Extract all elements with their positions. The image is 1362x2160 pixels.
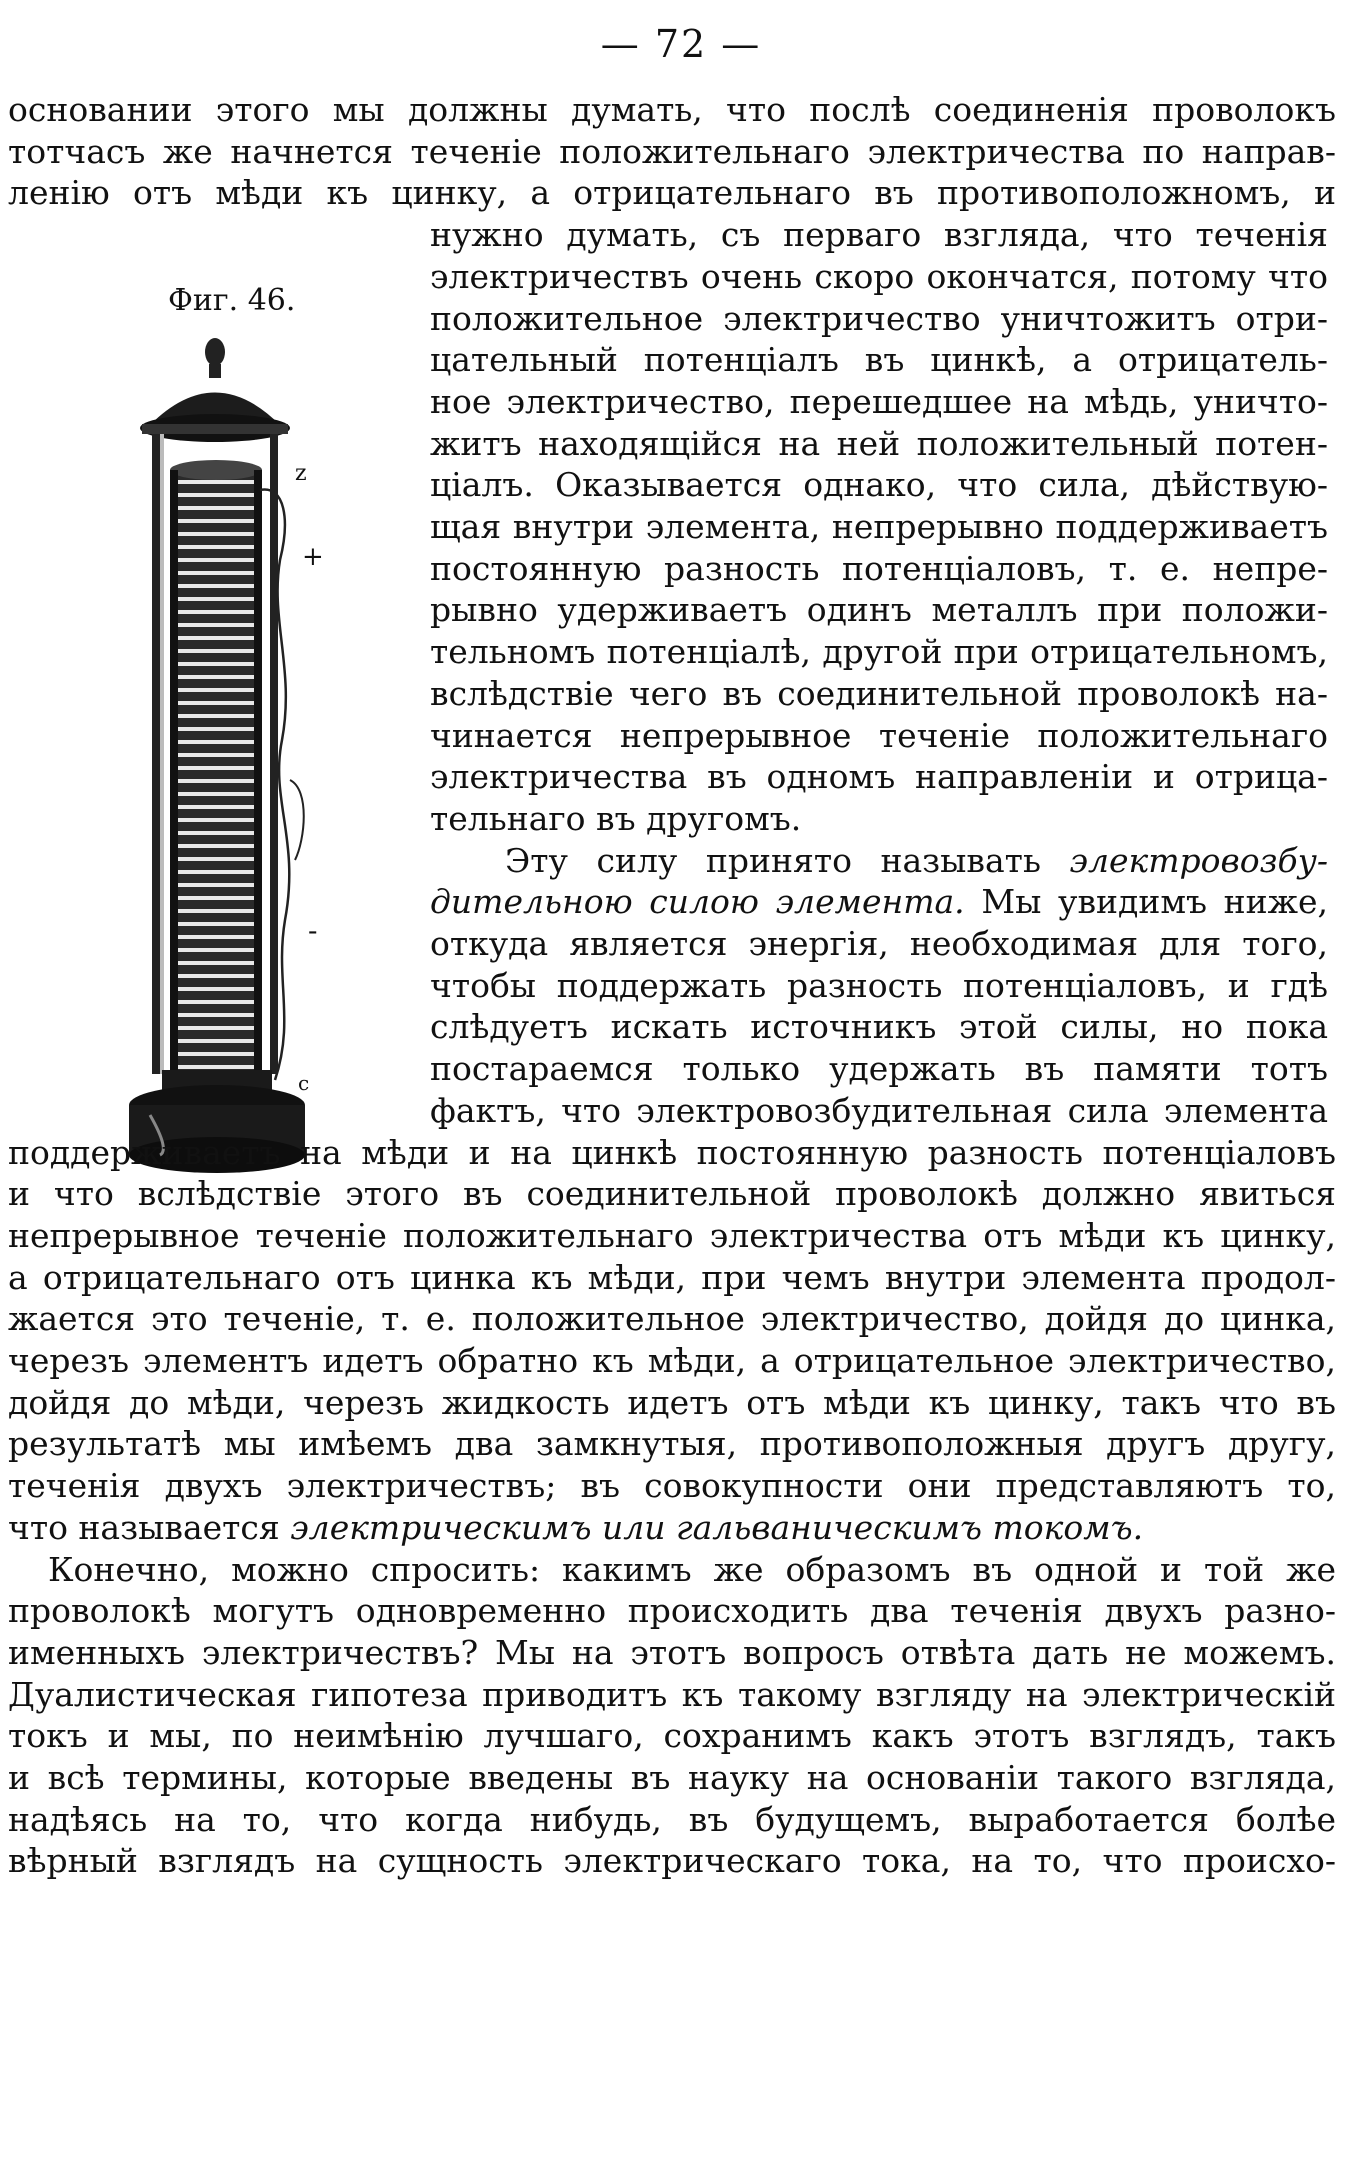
- text-segment: надѣясь на то, что когда нибудь, въ будущемъ, выработается болѣе: [8, 1799, 1336, 1839]
- text-line: [430, 340, 1328, 380]
- text-segment: электричествъ очень скоро окончатся, потому что: [430, 256, 1328, 296]
- text-line: [430, 465, 1328, 505]
- text-line: [8, 132, 1336, 172]
- text-segment: электричества въ одномъ направленіи и отрица-: [430, 757, 1328, 797]
- text-segment: основании этого мы должны думать, что послѣ соединенія проволокъ: [8, 90, 1336, 129]
- zinc-label: z: [295, 461, 307, 486]
- text-line: [8, 1800, 1336, 1840]
- text-segment: Дуалистическая гипотеза приводитъ къ такому взгляду на электрическій: [8, 1674, 1336, 1714]
- text-segment: токъ и мы, по неимѣнію лучшаго, сохранимъ какъ этотъ взглядъ, такъ: [8, 1716, 1336, 1756]
- text-line: [430, 424, 1328, 464]
- text-line: [430, 257, 1328, 297]
- text-line: [8, 1216, 1336, 1256]
- text-segment: щая внутри элемента, непрерывно поддерживаетъ: [430, 507, 1328, 546]
- text-line: [505, 841, 1328, 881]
- text-segment: Эту силу принято называть: [505, 840, 1070, 880]
- text-segment: а отрицательнаго отъ цинка къ мѣди, при чемъ внутри элемента продол-: [8, 1257, 1336, 1297]
- text-line: [430, 757, 1328, 797]
- text-segment: проволокѣ могутъ одновременно происходить два теченія двухъ разно-: [8, 1591, 1336, 1631]
- italic-term: электровозбу-: [1069, 840, 1328, 880]
- text-line: [8, 1466, 1336, 1506]
- text-line: [8, 1675, 1336, 1715]
- text-line: [8, 1424, 1336, 1464]
- minus-label: -: [308, 914, 318, 947]
- text-line: [8, 1591, 1336, 1631]
- text-segment: слѣдуетъ искать источникъ этой силы, но пока: [430, 1007, 1328, 1047]
- text-segment: цательный потенціалъ въ цинкѣ, а отрицатель-: [430, 340, 1328, 380]
- text-line: [8, 1508, 1336, 1548]
- text-line: [430, 549, 1328, 589]
- text-segment: теченія двухъ электричествъ; въ совокупности они представляютъ то,: [8, 1466, 1336, 1506]
- text-segment: тельномъ потенціалѣ, другой при отрицательномъ,: [430, 632, 1328, 672]
- text-line: [430, 299, 1328, 339]
- text-line: [8, 173, 1336, 213]
- text-segment: постоянную разность потенціаловъ, т. е. непре-: [430, 548, 1328, 588]
- text-segment: нужно думать, съ перваго взгляда, что теченія: [430, 215, 1328, 255]
- text-segment: поддерживаетъ на мѣди и на цинкѣ постоянную разность потенціаловъ: [8, 1132, 1336, 1172]
- text-line: [8, 1383, 1336, 1423]
- text-segment: Конечно, можно спросить: какимъ же образомъ въ одной и той же: [48, 1549, 1336, 1589]
- text-line: [430, 507, 1328, 547]
- text-line: [430, 882, 1328, 922]
- text-segment: вѣрный взглядъ на сущность электрическаго тока, на то, что происхо-: [8, 1841, 1336, 1881]
- text-line: [430, 590, 1328, 630]
- text-line: [8, 1174, 1336, 1214]
- text-segment: житъ находящійся на ней положительный потен-: [430, 423, 1328, 463]
- text-segment: ціалъ. Оказывается однако, что сила, дѣйствую-: [430, 465, 1328, 505]
- text-segment: тельнаго въ другомъ.: [430, 798, 802, 838]
- text-line: [8, 90, 1336, 130]
- text-segment: Мы увидимъ ниже,: [964, 882, 1328, 922]
- page-number: — 72 —: [600, 22, 762, 66]
- text-segment: постараемся только удержать въ памяти тотъ: [430, 1049, 1328, 1089]
- italic-term: электрическимъ или гальваническимъ токомъ.: [290, 1507, 1144, 1547]
- text-segment: непрерывное теченіе положительнаго электричества отъ мѣди къ цинку,: [8, 1215, 1336, 1255]
- voltaic-pile-illustration: [110, 320, 360, 1200]
- text-segment: вслѣдствіе чего въ соединительной проволокѣ на-: [430, 673, 1328, 713]
- text-segment: фактъ, что электровозбудительная сила элемента: [430, 1090, 1328, 1130]
- text-line: [430, 215, 1328, 255]
- text-line: [430, 1049, 1328, 1089]
- text-segment: жается это теченіе, т. е. положительное электричество, дойдя до цинка,: [8, 1299, 1336, 1339]
- text-line: [430, 966, 1328, 1006]
- text-line: [8, 1258, 1336, 1298]
- text-line: [8, 1133, 1336, 1173]
- text-line: [430, 382, 1328, 422]
- text-line: [8, 1841, 1336, 1881]
- figure-caption: Фиг. 46.: [168, 283, 296, 318]
- text-segment: дойдя до мѣди, черезъ жидкость идетъ отъ мѣди къ цинку, такъ что въ: [8, 1382, 1336, 1422]
- text-line: [430, 674, 1328, 714]
- text-line: [8, 1716, 1336, 1756]
- text-segment: результатѣ мы имѣемъ два замкнутыя, противоположныя другъ другу,: [8, 1424, 1336, 1464]
- text-line: [430, 924, 1328, 964]
- text-line: [48, 1550, 1336, 1590]
- text-line: [8, 1299, 1336, 1339]
- text-segment: откуда является энергія, необходимая для того,: [430, 924, 1328, 963]
- text-segment: и всѣ термины, которые введены въ науку на основаніи такого взгляда,: [8, 1758, 1336, 1797]
- text-line: [8, 1633, 1336, 1673]
- text-segment: ное электричество, перешедшее на мѣдь, уничто-: [430, 381, 1328, 421]
- text-segment: чинается непрерывное теченіе положительнаго: [430, 715, 1328, 755]
- copper-label: c: [298, 1071, 310, 1095]
- text-segment: что называется: [8, 1507, 291, 1547]
- text-line: [430, 1091, 1328, 1131]
- text-segment: черезъ элементъ идетъ обратно къ мѣди, а отрицательное электричество,: [8, 1341, 1336, 1380]
- text-segment: чтобы поддержать разность потенціаловъ, и гдѣ: [430, 965, 1328, 1005]
- text-line: [8, 1341, 1336, 1381]
- text-line: [8, 1758, 1336, 1798]
- text-line: [430, 716, 1328, 756]
- italic-term: дительною силою элемента.: [430, 882, 965, 922]
- text-segment: положительное электричество уничтожитъ отри-: [430, 298, 1328, 338]
- text-line: [430, 1007, 1328, 1047]
- plus-label: +: [302, 542, 324, 572]
- text-segment: тотчасъ же начнется теченіе положительнаго электричества по направ-: [8, 131, 1336, 171]
- text-segment: рывно удерживаетъ одинъ металлъ при положи-: [430, 590, 1328, 630]
- text-line: [430, 799, 1328, 839]
- text-segment: именныхъ электричествъ? Мы на этотъ вопросъ отвѣта дать не можемъ.: [8, 1632, 1336, 1672]
- text-segment: ленію отъ мѣди къ цинку, а отрицательнаго въ противоположномъ, и: [8, 173, 1336, 213]
- text-line: [430, 632, 1328, 672]
- text-segment: и что вслѣдствіе этого въ соединительной проволокѣ должно явиться: [8, 1174, 1336, 1214]
